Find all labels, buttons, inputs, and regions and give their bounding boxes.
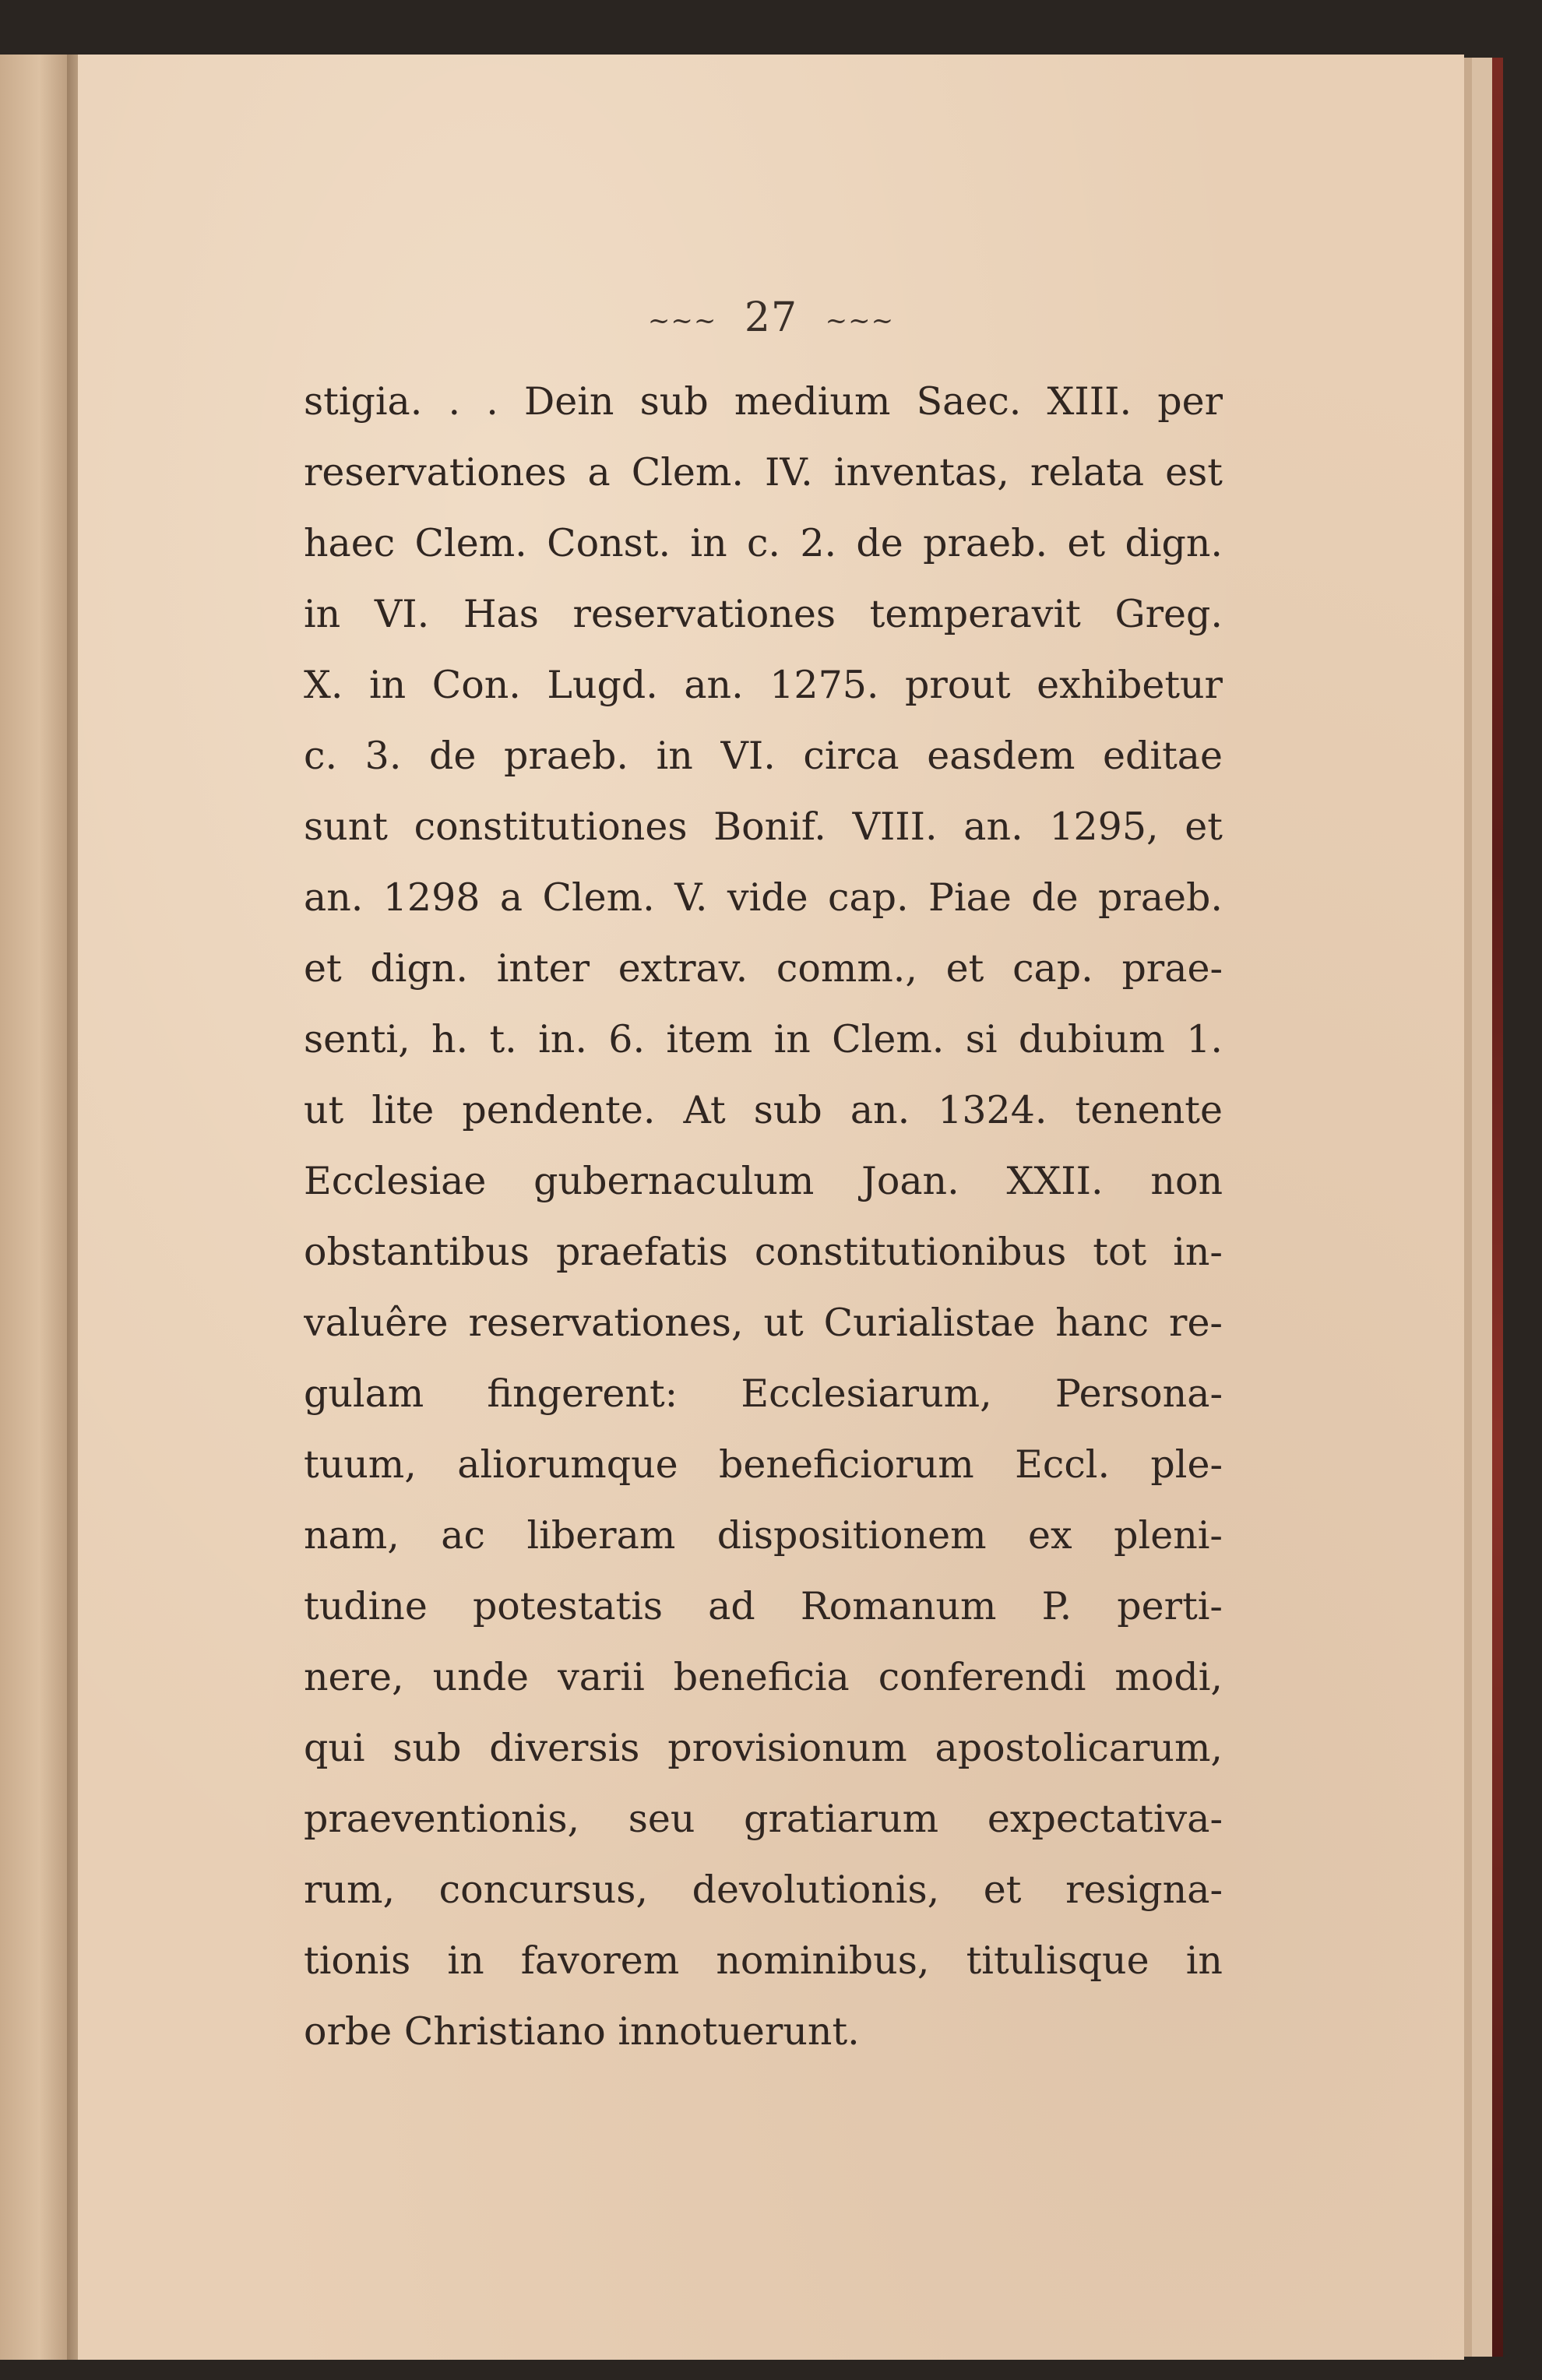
text-line: praeventionis, seu gratiarum expectativa- xyxy=(304,1797,1223,1841)
text-line: in VI. Has reservationes temperavit Greg. xyxy=(304,592,1223,636)
text-line: gulam fingerent: Ecclesiarum, Persona- xyxy=(304,1371,1223,1416)
text-line: senti, h. t. in. 6. item in Clem. si dubium 1. xyxy=(304,1017,1223,1061)
body-text xyxy=(304,366,1223,2067)
text-line: haec Clem. Const. in c. 2. de praeb. et dign. xyxy=(304,521,1223,565)
header-ornament-right: ~~~ xyxy=(825,305,895,336)
text-line: et dign. inter extrav. comm., et cap. prae- xyxy=(304,946,1223,991)
text-line: reservationes a Clem. IV. inventas, relata est xyxy=(304,450,1223,495)
text-line: stigia. . . Dein sub medium Saec. XIII. per xyxy=(304,379,1223,424)
page-header xyxy=(78,294,1464,341)
text-line: Ecclesiae gubernaculum Joan. XXII. non xyxy=(304,1159,1223,1203)
facing-page-edge xyxy=(0,55,72,2360)
text-line: ut lite pendente. At sub an. 1324. tenente xyxy=(304,1088,1223,1132)
page-edge-shadow xyxy=(1464,58,1472,2357)
text-line: X. in Con. Lugd. an. 1275. prout exhibetur xyxy=(304,663,1223,707)
text-line: nere, unde varii beneficia conferendi modi, xyxy=(304,1655,1223,1699)
text-line: tionis in favorem nominibus, titulisque in xyxy=(304,1938,1223,1983)
text-line: obstantibus praefatis constitutionibus tot in- xyxy=(304,1230,1223,1274)
text-line: valuêre reservationes, ut Curialistae hanc re- xyxy=(304,1301,1223,1345)
text-line: an. 1298 a Clem. V. vide cap. Piae de praeb. xyxy=(304,875,1223,920)
text-line: qui sub diversis provisionum apostolicarum, xyxy=(304,1726,1223,1770)
page-number: 27 xyxy=(744,294,798,341)
header-ornament-left: ~~~ xyxy=(647,305,717,336)
red-binding-edge xyxy=(1492,58,1503,2357)
text-line: nam, ac liberam dispositionem ex pleni- xyxy=(304,1513,1223,1558)
text-line: tuum, aliorumque beneficiorum Eccl. ple- xyxy=(304,1442,1223,1487)
text-line: sunt constitutiones Bonif. VIII. an. 1295, et xyxy=(304,804,1223,849)
text-line: orbe Christiano innotuerunt. xyxy=(304,2009,860,2054)
text-line: c. 3. de praeb. in VI. circa easdem editae xyxy=(304,734,1223,778)
text-line: rum, concursus, devolutionis, et resigna- xyxy=(304,1868,1223,1912)
text-line: tudine potestatis ad Romanum P. perti- xyxy=(304,1584,1223,1628)
